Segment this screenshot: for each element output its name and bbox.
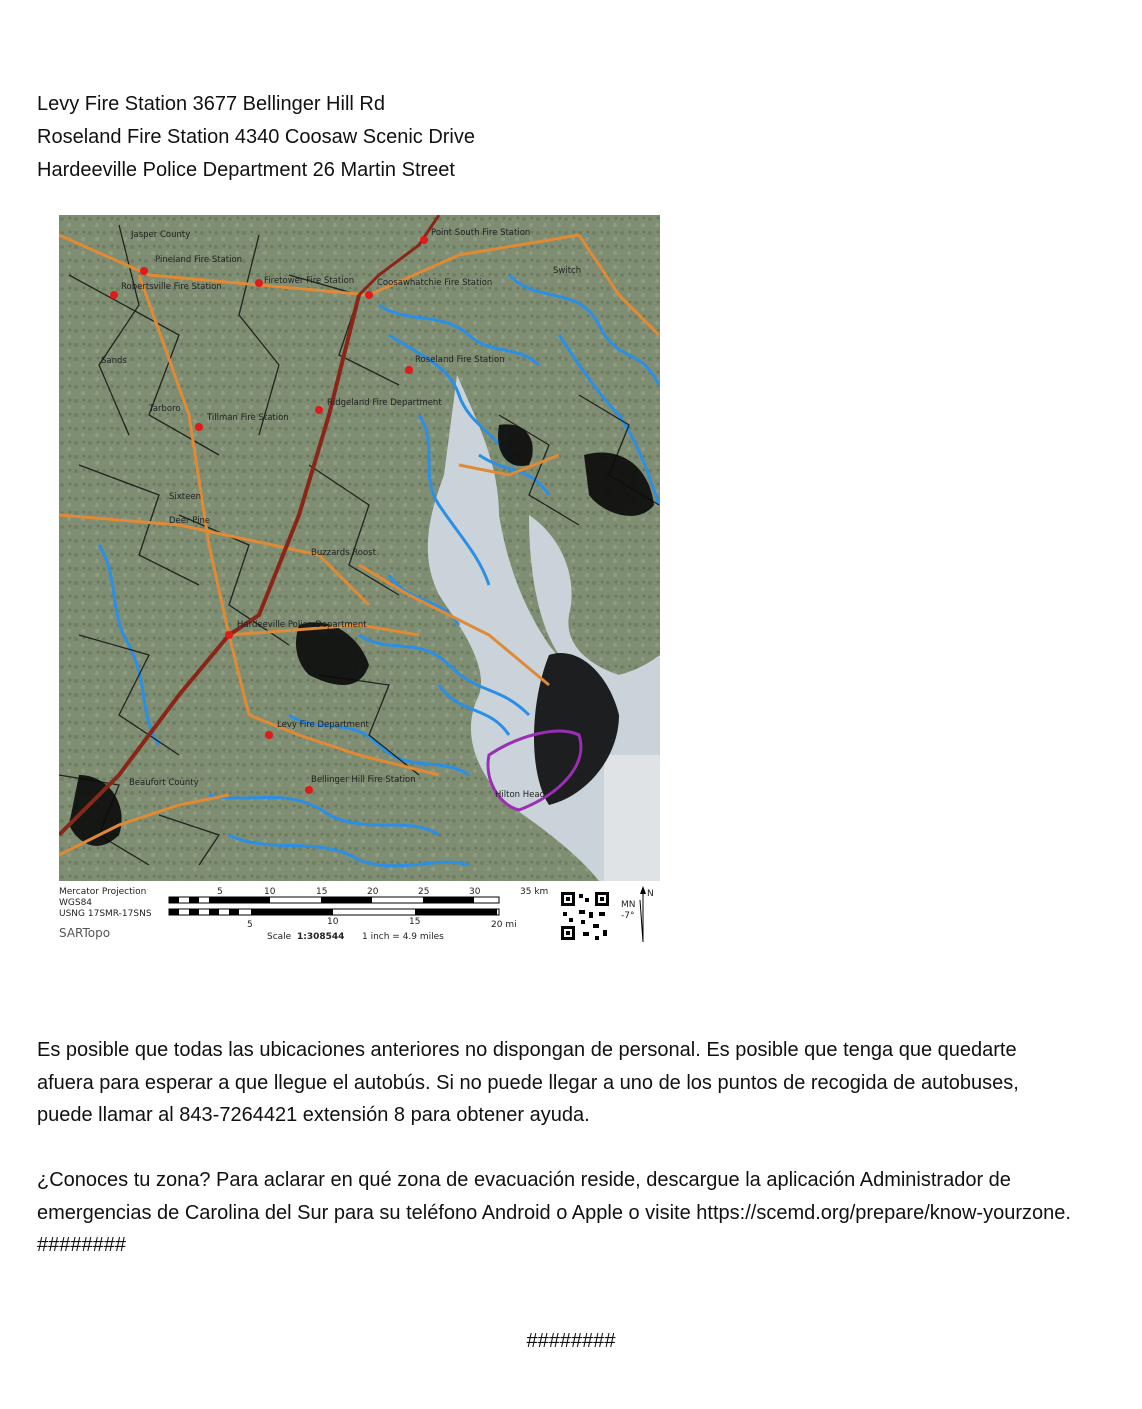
map-label: Tarboro — [149, 404, 181, 414]
footer-marker: ######## — [526, 1330, 616, 1352]
map-label: Bellinger Hill Fire Station — [311, 775, 416, 785]
map-label: Deer Pine — [169, 516, 211, 526]
mile-scale-bar — [169, 909, 499, 915]
km-tick: 25 — [418, 887, 430, 897]
north-mn-label: MN — [621, 900, 636, 910]
mi-tick: 20 mi — [491, 920, 517, 930]
map-label: Point South Fire Station — [431, 228, 531, 238]
km-tick: 30 — [469, 887, 481, 897]
address-line: Roseland Fire Station 4340 Coosaw Scenic Drive — [37, 126, 475, 148]
map-label: Levy Fire Department — [277, 720, 369, 730]
map-label: Buzzards Roost — [311, 548, 376, 558]
map-label: Switch — [553, 266, 582, 276]
mi-tick: 5 — [247, 920, 253, 930]
km-tick: 10 — [264, 887, 276, 897]
info-paragraph: Es posible que todas las ubicaciones anteriores no dispongan de personal. Es posible que tenga que quedarte afuera para esperar a que llegue el autobús. Si no puede llegar a uno de los puntos de recogida de autobuses, puede llamar al 843-7264421 extensión 8 para obtener ayuda. — [37, 1039, 1019, 1126]
evacuation-map — [59, 215, 660, 881]
declination-label: -7° — [621, 911, 635, 921]
ocean-tile — [604, 755, 660, 881]
scale-value: 1:308544 — [297, 932, 345, 942]
km-tick: 35 km — [520, 887, 549, 897]
map-label: Hilton Head — [495, 790, 545, 800]
map-label: Coosawhatchie Fire Station — [377, 278, 493, 288]
address-line: Hardeeville Police Department 26 Martin Street — [37, 159, 455, 181]
map-label: Sands — [101, 356, 127, 366]
km-tick: 5 — [217, 887, 223, 897]
mi-tick: 15 — [409, 917, 421, 927]
map-label: Hardeeville Police Department — [237, 620, 367, 630]
map-label: Beaufort County — [129, 778, 199, 788]
map-label: Robertsville Fire Station — [121, 282, 222, 292]
inch-note: 1 inch = 4.9 miles — [362, 932, 444, 942]
address-list — [37, 88, 475, 187]
map-scale-block — [59, 884, 669, 946]
scale-label: Scale — [267, 932, 292, 942]
north-n-label: N — [647, 889, 654, 899]
map-label: Tillman Fire Station — [207, 413, 289, 423]
map-label: Pineland Fire Station — [155, 255, 243, 265]
datum-label: WGS84 — [59, 898, 93, 908]
km-scale-bar — [169, 897, 499, 903]
map-label: Roseland Fire Station — [415, 355, 505, 365]
zone-paragraph: ¿Conoces tu zona? Para aclarar en qué zona de evacuación reside, descargue la aplicación Administrador de emergencias de Carolina del Sur para su teléfono Android o Apple o visite https://scemd.org/prepare/know-yourzone. ######## — [37, 1169, 1071, 1256]
mi-tick: 10 — [327, 917, 339, 927]
map-canvas — [59, 215, 660, 881]
km-tick: 20 — [367, 887, 379, 897]
projection-label: Mercator Projection — [59, 887, 147, 897]
usng-label: USNG 17SMR-17SNS — [59, 909, 152, 919]
map-label: Jasper County — [131, 230, 191, 240]
km-tick: 15 — [316, 887, 328, 897]
map-label: Firetower Fire Station — [264, 276, 355, 286]
map-label: Sixteen — [169, 492, 201, 502]
qr-code — [559, 890, 611, 942]
scale-svg — [59, 884, 669, 946]
map-label: Ridgeland Fire Department — [327, 398, 442, 408]
address-line: Levy Fire Station 3677 Bellinger Hill Rd — [37, 93, 385, 115]
north-arrow-icon — [640, 886, 646, 942]
brand-label: SARTopo — [59, 926, 111, 940]
